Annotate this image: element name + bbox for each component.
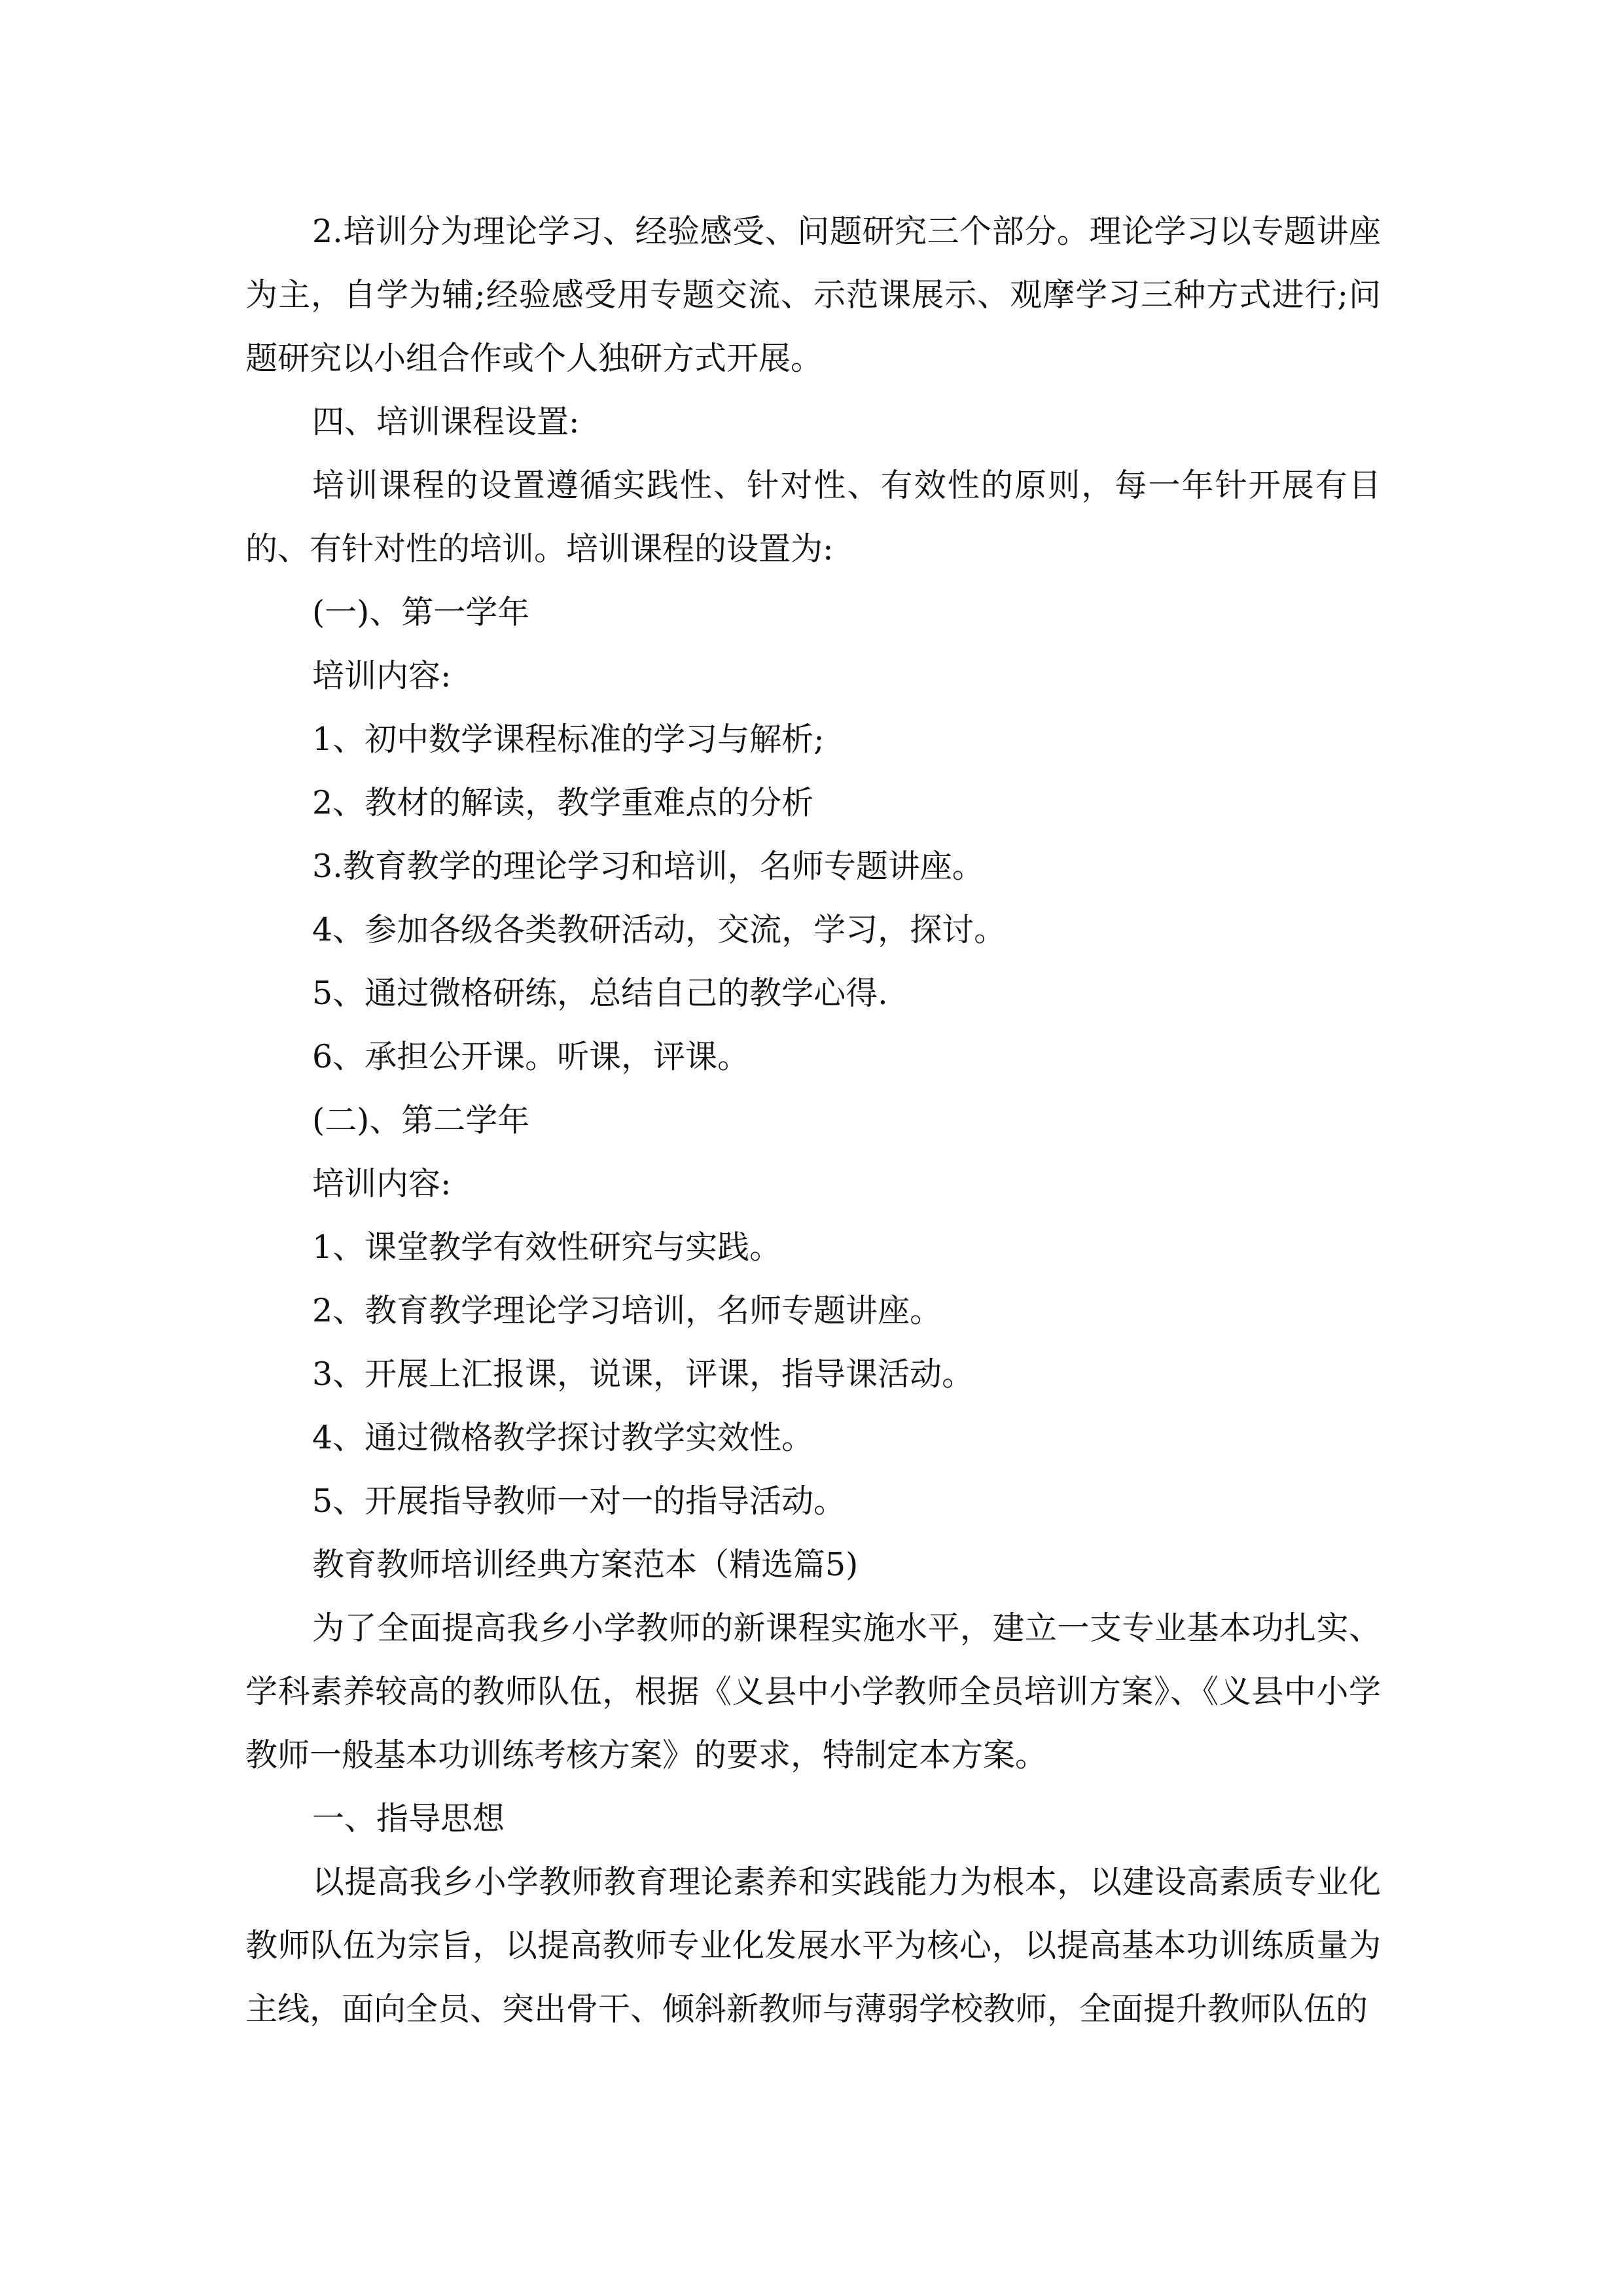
document-body [245, 200, 1381, 2041]
subheading-first-year: (一)、第一学年 [312, 594, 530, 631]
list-item: 2、教育教学理论学习培训，名师专题讲座。 [312, 1292, 942, 1329]
list-item: 5、通过微格研练，总结自己的教学心得. [312, 975, 888, 1012]
list-item: 1、初中数学课程标准的学习与解析; [312, 721, 825, 758]
section-heading-guiding-ideology: 一、指导思想 [312, 1800, 505, 1837]
list-item: 2、教材的解读，教学重难点的分析 [312, 784, 814, 821]
list-item: 4、参加各级各类教研活动，交流，学习，探讨。 [312, 911, 1007, 948]
section-heading-course-setup: 四、培训课程设置: [312, 403, 580, 440]
list-item: 5、开展指导教师一对一的指导活动。 [312, 1482, 846, 1520]
list-item: 3.教育教学的理论学习和培训，名师专题讲座。 [312, 848, 984, 885]
paragraph-training-structure: 2.培训分为理论学习、经验感受、问题研究三个部分。理论学习以专题讲座为主，自学为辅;经验感受用专题交流、示范课展示、观摩学习三种方式进行;问题研究以小组合作或个人独研方式开展。 [245, 213, 1381, 377]
subheading-second-year: (二)、第二学年 [312, 1102, 530, 1139]
label-training-content: 培训内容: [312, 1165, 452, 1202]
list-item: 4、通过微格教学探讨教学实效性。 [312, 1419, 814, 1456]
list-item: 6、承担公开课。听课，评课。 [312, 1038, 750, 1075]
paragraph-course-principles: 培训课程的设置遵循实践性、针对性、有效性的原则，每一年针开展有目的、有针对性的培训。培训课程的设置为: [245, 467, 1381, 567]
article-title-section-5: 教育教师培训经典方案范本（精选篇5) [312, 1546, 859, 1583]
paragraph-guiding-ideology: 以提高我乡小学教师教育理论素养和实践能力为根本，以建设高素质专业化教师队伍为宗旨，以提高教师专业化发展水平为核心，以提高基本功训练质量为主线，面向全员、突出骨干、倾斜新教师与薄弱学校教师，全面提升教师队伍的 [245, 1863, 1381, 2028]
list-item: 3、开展上汇报课，说课，评课，指导课活动。 [312, 1355, 974, 1393]
list-item: 1、课堂教学有效性研究与实践。 [312, 1229, 782, 1266]
label-training-content: 培训内容: [312, 657, 452, 694]
paragraph-purpose: 为了全面提高我乡小学教师的新课程实施水平，建立一支专业基本功扎实、学科素养较高的教师队伍，根据《义县中小学教师全员培训方案》、《义县中小学教师一般基本功训练考核方案》的要求，特制定本方案。 [245, 1609, 1381, 1774]
